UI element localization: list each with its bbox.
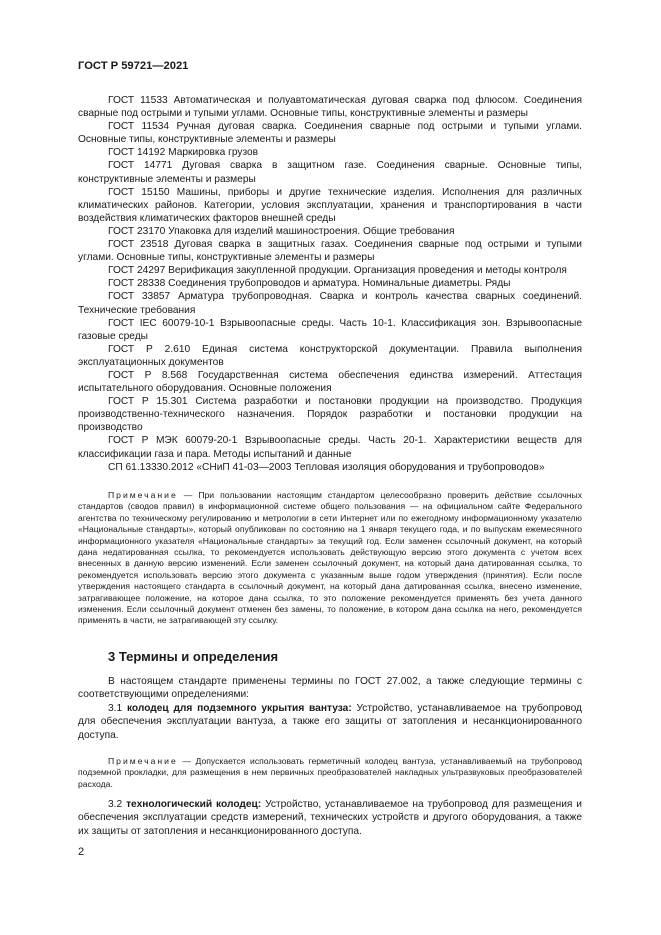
reference-item: СП 61.13330.2012 «СНиП 41-03—2003 Тепловая изоляция оборудования и трубопроводов» <box>108 461 545 473</box>
reference-item: ГОСТ IEC 60079-10-1 Взрывоопасные среды. Часть 10-1. Классификация зон. Взрывоопасные газовые среды <box>78 317 582 342</box>
note-text: — Допускается использовать герметичный колодец вантуза, устанавливаемый на трубопровод подземной прокладки, для размещения в нем первичных преобразователей накладных ультразвуковых преобразователей расхода. <box>78 756 582 789</box>
reference-item: ГОСТ Р МЭК 60079-20-1 Взрывоопасные среды. Часть 20-1. Характеристики веществ для классификации газа и пара. Методы испытаний и данные <box>78 435 582 460</box>
reference-item: ГОСТ 14771 Дуговая сварка в защитном газе. Соединения сварные. Основные типы, конструктивные элементы и размеры <box>78 160 582 185</box>
definition-number: 3.2 <box>108 799 123 810</box>
section-title: 3 Термины и определения <box>108 649 279 664</box>
note-label: Примечание <box>108 490 178 500</box>
reference-item: ГОСТ 11533 Автоматическая и полуавтоматическая дуговая сварка под флюсом. Соединения сварные под острыми и тупыми углами. Основные типы, конструктивные элементы и размеры <box>78 95 582 120</box>
definition-term: колодец для подземного укрытия вантуза: <box>126 703 352 714</box>
reference-item: ГОСТ 23170 Упаковка для изделий машиностроения. Общие требования <box>108 225 455 237</box>
definition-number: 3.1 <box>108 703 123 714</box>
reference-item: ГОСТ 28338 Соединения трубопроводов и арматура. Номинальные диаметры. Ряды <box>108 278 511 290</box>
definition-note <box>78 756 582 790</box>
reference-item: ГОСТ Р 2.610 Единая система конструкторской документации. Правила выполнения эксплуатационных документов <box>78 343 582 368</box>
note-label: Примечание <box>108 756 178 766</box>
document-header: ГОСТ Р 59721—2021 <box>78 60 189 72</box>
reference-item: ГОСТ 14192 Маркировка грузов <box>108 147 259 159</box>
reference-item: ГОСТ 23518 Дуговая сварка в защитных газах. Соединения сварные под острыми и тупыми углами. Основные типы, конструктивные элементы и размеры <box>78 239 582 264</box>
reference-item: ГОСТ Р 8.568 Государственная система обеспечения единства измерений. Аттестация испытательного оборудования. Основные положения <box>78 369 582 395</box>
references-note <box>78 490 582 627</box>
reference-item: ГОСТ 24297 Верификация закупленной продукции. Организация проведения и методы контроля <box>108 265 567 277</box>
references-list <box>78 94 582 474</box>
page-number: 2 <box>78 846 85 858</box>
definition-3-2 <box>78 798 582 838</box>
reference-item: ГОСТ Р 15.301 Система разработки и постановки продукции на производство. Продукция производственно-технического назначения. Порядок разработки и постановки продукции на производство <box>78 396 582 434</box>
definition-3-1 <box>78 702 582 742</box>
definition-term: технологический колодец: <box>126 799 262 810</box>
definition-text: Устройство, устанавливаемое на трубопровод для обеспечения эксплуатации вантуза, а также его защиты от затопления и несанкционированного доступа. <box>78 703 582 741</box>
reference-item: ГОСТ 11534 Ручная дуговая сварка. Соединения сварные под острыми и тупыми углами. Основные типы, конструктивные элементы и размеры <box>78 121 582 146</box>
definition-text: Устройство, устанавливаемое на трубопровод для размещения и обеспечения эксплуатации средств измерений, технических устройств и другого оборудования, а также их защиты от затопления и несанкционированного доступа. <box>78 799 582 837</box>
section-intro: В настоящем стандарте применены термины по ГОСТ 27.002, а также следующие термины с соответствующими определениями: <box>78 676 582 701</box>
note-text: — При пользовании настоящим стандартом целесообразно проверить действие ссылочных стандартов (сводов правил) в информационной системе общего пользования — на официальном сайте Федерального агентства по техническому регулированию и метрологии в сети Интернет или по ежегодному информационному указателю «Национальные стандарты», который опубликован по состоянию на 1 января текущего года, и по выпускам ежемесячного информационного указателя «Национальные стандарты» за текущий год. Если заменен ссылочный документ, на который дана недатированная ссылка, то рекомендуется использовать действующую версию этого документа с учетом всех внесенных в данную версию изменений. Если заменен ссылочный документ, на который дана датированная ссылка, то рекомендуется использовать версию этого документа с указанным выше годом утверждения (принятия). Если после утверждения настоящего стандарта в ссылочный документ, на который дана датированная ссылка, внесено изменение, затрагивающее положение, на которое дана ссылка, то это положение рекомендуется применять без учета данного изменения. Если ссылочный документ отменен без замены, то положение, в котором дана ссылка на него, рекомендуется применять в части, не затрагивающей эту ссылку. <box>78 490 582 626</box>
reference-item: ГОСТ 15150 Машины, приборы и другие технические изделия. Исполнения для различных климатических районов. Категории, условия эксплуатации, хранения и транспортирования в части воздействия климатических факторов внешней среды <box>78 186 582 224</box>
reference-item: ГОСТ 33857 Арматура трубопроводная. Сварка и контроль качества сварных соединений. Технические требования <box>78 291 582 316</box>
